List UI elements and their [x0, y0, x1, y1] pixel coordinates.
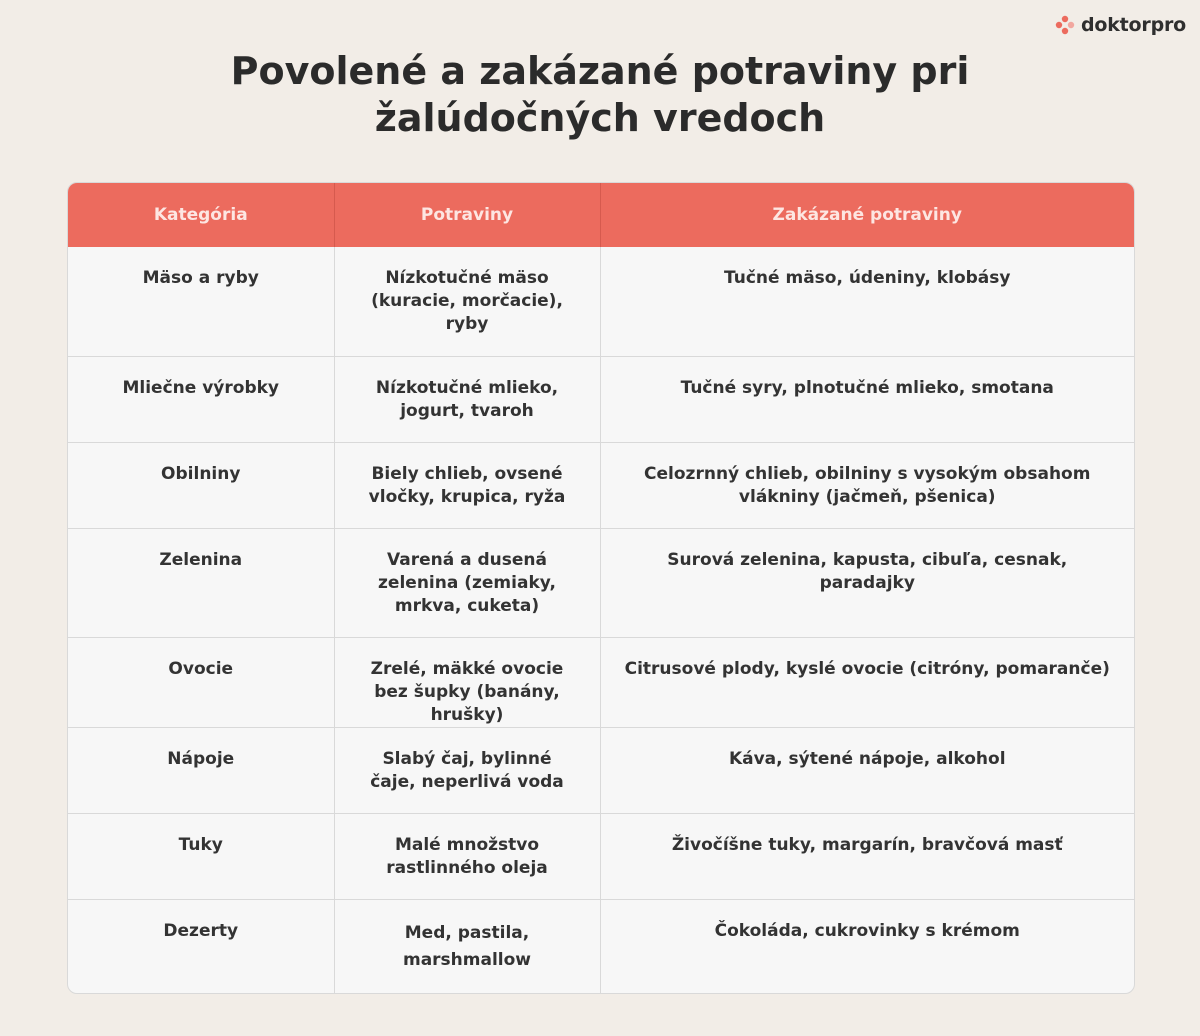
brand-logo [1055, 14, 1186, 36]
cell-forbidden: Káva, sýtené nápoje, alkohol [600, 727, 1134, 813]
cell-allowed: Nízkotučné mäso (kuracie, morčacie), ryby [334, 247, 600, 356]
brand-name: doktorpro [1080, 14, 1186, 36]
page-title [0, 48, 1200, 142]
header-forbidden-foods: Zakázané potraviny [600, 183, 1134, 247]
cell-forbidden: Živočíšne tuky, margarín, bravčová masť [600, 813, 1134, 899]
food-table [67, 182, 1135, 994]
cell-allowed: Slabý čaj, bylinné čaje, neperlivá voda [334, 727, 600, 813]
table-row [68, 637, 1134, 727]
cell-category: Dezerty [68, 899, 334, 993]
doktorpro-logo-icon [1055, 15, 1075, 35]
table-header-row [68, 183, 1134, 247]
table-header [68, 183, 1134, 247]
header-allowed-foods: Potraviny [334, 183, 600, 247]
cell-category: Ovocie [68, 637, 334, 727]
cell-category: Zelenina [68, 528, 334, 637]
table-row [68, 899, 1134, 993]
page-title-line-2: žalúdočných vredoch [374, 96, 826, 140]
cell-forbidden: Tučné mäso, údeniny, klobásy [724, 268, 1011, 288]
table-row [68, 727, 1134, 813]
cell-forbidden: Čokoláda, cukrovinky s krémom [600, 899, 1134, 993]
table-row [68, 356, 1134, 442]
cell-allowed: Malé množstvo rastlinného oleja [334, 813, 600, 899]
table-row [68, 442, 1134, 528]
cell-allowed: Biely chlieb, ovsené vločky, krupica, ryža [334, 442, 600, 528]
cell-forbidden: Tučné syry, plnotučné mlieko, smotana [600, 356, 1134, 442]
page-title-line-1: Povolené a zakázané potraviny pri [230, 49, 970, 93]
table-body [68, 247, 1134, 993]
cell-category: Tuky [68, 813, 334, 899]
cell-forbidden: Citrusové plody, kyslé ovocie (citróny, pomaranče) [600, 637, 1134, 727]
table-row [68, 813, 1134, 899]
cell-allowed: Varená a dusená zelenina (zemiaky, mrkva, cuketa) [334, 528, 600, 637]
header-category: Kategória [68, 183, 334, 247]
cell-forbidden: Celozrnný chlieb, obilniny s vysokým obsahom vlákniny (jačmeň, pšenica) [600, 442, 1134, 528]
food-table-grid [68, 183, 1134, 993]
cell-category: Mäso a ryby [68, 247, 334, 356]
table-row [68, 247, 1134, 356]
cell-category: Mliečne výrobky [68, 356, 334, 442]
cell-category: Nápoje [68, 727, 334, 813]
cell-forbidden: Surová zelenina, kapusta, cibuľa, cesnak, paradajky [600, 528, 1134, 637]
cell-category: Obilniny [68, 442, 334, 528]
cell-allowed: Med, pastila, marshmallow [334, 899, 600, 993]
cell-allowed: Nízkotučné mlieko, jogurt, tvaroh [334, 356, 600, 442]
cell-allowed: Zrelé, mäkké ovocie bez šupky (banány, hrušky) [334, 637, 600, 727]
table-row [68, 528, 1134, 637]
